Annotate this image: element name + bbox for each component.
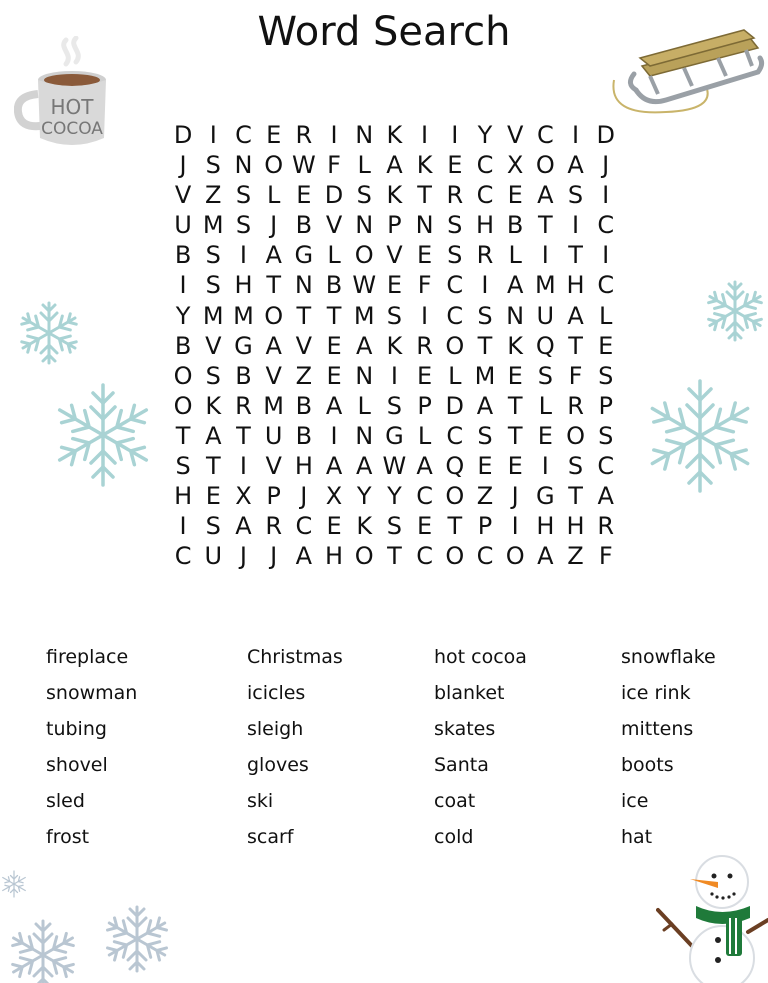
grid-letter: V <box>295 331 313 360</box>
grid-letter: I <box>571 211 580 240</box>
grid-letter: O <box>566 421 585 450</box>
grid-letter: H <box>174 482 193 511</box>
grid-letter: N <box>294 271 313 300</box>
grid-letter: V <box>325 211 343 240</box>
grid-letter: J <box>270 542 278 571</box>
grid-letter: H <box>536 512 555 541</box>
grid-letter: M <box>202 301 224 330</box>
grid-letter: Y <box>356 482 372 511</box>
grid-letter: A <box>325 452 343 481</box>
grid-letter: M <box>233 301 254 330</box>
word-list-item: hot cocoa <box>434 646 527 668</box>
grid-letter: G <box>536 482 555 511</box>
grid-letter: Z <box>567 542 584 571</box>
grid-letter: K <box>507 331 524 360</box>
grid-letter: Q <box>445 452 465 481</box>
grid-letter: S <box>235 181 252 210</box>
grid-letter: A <box>537 181 554 210</box>
grid-letter: C <box>416 542 433 571</box>
snowflake-icon <box>0 856 28 912</box>
grid-letter: M <box>474 361 496 390</box>
grid-letter: B <box>325 271 343 300</box>
page-title: Word Search <box>257 9 511 55</box>
grid-letter: Z <box>205 181 222 210</box>
grid-letter: J <box>270 211 278 240</box>
word-list-item: scarf <box>247 826 294 848</box>
word-list-item: Christmas <box>247 646 343 668</box>
grid-letter: B <box>506 211 524 240</box>
grid-letter: C <box>416 482 433 511</box>
grid-letter: J <box>239 542 247 571</box>
grid-letter: A <box>537 542 554 571</box>
word-list-item: sleigh <box>247 718 304 740</box>
grid-letter: L <box>417 421 432 450</box>
mug-label-cocoa: COCOA <box>41 119 103 139</box>
grid-letter: O <box>264 151 284 180</box>
grid-letter: M <box>202 211 224 240</box>
grid-letter: E <box>326 331 342 360</box>
grid-letter: K <box>416 151 433 180</box>
mug-label-hot: HOT <box>50 95 94 119</box>
grid-letter: S <box>386 301 403 330</box>
grid-letter: I <box>602 181 610 210</box>
grid-letter: Z <box>295 361 313 390</box>
grid-letter: F <box>327 151 341 180</box>
grid-letter: S <box>205 151 221 180</box>
grid-letter: N <box>506 301 525 330</box>
grid-letter: E <box>296 181 312 210</box>
grid-letter: A <box>567 151 584 180</box>
grid-letter: F <box>598 542 613 571</box>
grid-letter: U <box>174 211 192 240</box>
grid-letter: F <box>417 271 432 300</box>
grid-letter: H <box>475 211 494 240</box>
grid-letter: C <box>597 452 615 481</box>
grid-letter: C <box>295 512 313 541</box>
grid-letter: L <box>538 391 553 420</box>
grid-letter: A <box>476 391 494 420</box>
snowflake-icon <box>702 278 768 344</box>
word-list-item: cold <box>434 826 474 848</box>
grid-letter: F <box>568 361 583 390</box>
grid-letter: O <box>535 151 555 180</box>
grid-letter: A <box>265 241 282 270</box>
word-list-item: skates <box>434 718 496 740</box>
word-list-item: sled <box>46 790 85 812</box>
grid-letter: S <box>386 391 403 420</box>
grid-letter: T <box>538 211 553 240</box>
grid-letter: O <box>354 241 374 270</box>
grid-letter: I <box>541 241 549 270</box>
grid-letter: O <box>354 542 374 571</box>
grid-letter: C <box>174 542 192 571</box>
word-list-item: snowflake <box>621 646 716 668</box>
word-list-item: ski <box>247 790 274 812</box>
grid-letter: I <box>330 121 338 149</box>
grid-letter: C <box>536 121 554 149</box>
grid-letter: O <box>173 391 193 420</box>
word-list-item: snowman <box>46 682 138 704</box>
grid-letter: I <box>451 121 459 149</box>
grid-letter: J <box>300 482 308 511</box>
grid-letter: S <box>567 452 584 481</box>
grid-letter: B <box>295 421 313 450</box>
grid-letter: B <box>295 211 313 240</box>
grid-letter: L <box>327 241 341 270</box>
grid-letter: S <box>447 211 463 240</box>
grid-letter: I <box>390 361 398 390</box>
grid-letter: S <box>447 241 463 270</box>
grid-letter: C <box>597 271 615 300</box>
grid-letter: I <box>330 421 338 450</box>
grid-letter: A <box>325 391 343 420</box>
word-list-item: gloves <box>247 754 309 776</box>
grid-letter: S <box>477 301 493 330</box>
grid-letter: V <box>205 331 222 360</box>
grid-letter: L <box>448 361 462 390</box>
grid-letter: B <box>174 331 192 360</box>
grid-letter: U <box>536 301 555 330</box>
grid-letter: O <box>445 542 465 571</box>
grid-letter: Z <box>476 482 494 511</box>
grid-letter: I <box>421 301 429 330</box>
grid-letter: O <box>445 331 465 360</box>
grid-letter: E <box>507 361 523 390</box>
grid-letter: E <box>417 361 433 390</box>
grid-letter: G <box>234 331 253 360</box>
grid-letter: O <box>173 361 193 390</box>
grid-letter: I <box>179 512 187 541</box>
grid-letter: S <box>356 181 372 210</box>
grid-letter: X <box>506 151 524 180</box>
grid-letter: G <box>294 241 314 270</box>
grid-letter: T <box>205 452 221 481</box>
grid-letter: T <box>266 271 281 300</box>
grid-letter: Y <box>175 301 191 330</box>
grid-letter: E <box>417 512 433 541</box>
grid-letter: C <box>446 421 464 450</box>
grid-letter: W <box>382 452 407 481</box>
grid-letter: R <box>567 391 584 420</box>
grid-letter: A <box>356 452 373 481</box>
grid-letter: I <box>179 271 187 300</box>
grid-letter: T <box>175 421 191 450</box>
grid-letter: Y <box>477 121 493 149</box>
grid-letter: V <box>386 241 403 270</box>
grid-letter: T <box>296 301 312 330</box>
grid-letter: K <box>386 181 403 210</box>
grid-letter: E <box>386 271 402 300</box>
grid-letter: K <box>386 331 403 360</box>
word-list-item: boots <box>621 754 674 776</box>
grid-letter: A <box>597 482 614 511</box>
grid-letter: A <box>506 271 524 300</box>
grid-letter: N <box>355 121 374 149</box>
grid-letter: I <box>209 121 217 149</box>
grid-letter: G <box>385 421 404 450</box>
grid-letter: L <box>599 301 613 330</box>
grid-letter: E <box>507 181 523 210</box>
grid-letter: P <box>477 512 493 541</box>
grid-letter: N <box>355 211 374 240</box>
grid-letter: R <box>295 121 313 149</box>
grid-letter: S <box>205 271 221 300</box>
grid-letter: X <box>325 482 343 511</box>
grid-letter: D <box>324 181 344 210</box>
grid-letter: B <box>174 241 192 270</box>
grid-letter: Q <box>535 331 555 360</box>
grid-letter: U <box>264 421 283 450</box>
grid-letter: C <box>476 151 494 180</box>
grid-letter: M <box>534 271 556 300</box>
word-list-item: frost <box>46 826 90 848</box>
grid-letter: I <box>239 241 247 270</box>
grid-letter: H <box>566 271 585 300</box>
grid-letter: V <box>174 181 192 210</box>
grid-letter: A <box>295 542 313 571</box>
grid-letter: S <box>477 421 493 450</box>
grid-letter: J <box>602 151 610 180</box>
grid-letter: C <box>597 211 615 240</box>
grid-letter: I <box>511 512 519 541</box>
grid-letter: E <box>417 241 433 270</box>
grid-letter: M <box>353 301 375 330</box>
word-list-item: Santa <box>434 754 489 776</box>
word-list-item: fireplace <box>46 646 129 668</box>
grid-letter: V <box>506 121 524 149</box>
grid-letter: K <box>205 391 222 420</box>
grid-letter: S <box>537 361 553 390</box>
grid-letter: S <box>205 241 221 270</box>
grid-letter: H <box>325 542 344 571</box>
grid-letter: P <box>266 482 281 511</box>
grid-letter: K <box>356 512 373 541</box>
grid-letter: O <box>505 542 525 571</box>
grid-letter: T <box>507 421 523 450</box>
grid-letter: H <box>566 512 585 541</box>
grid-letter: E <box>477 452 493 481</box>
grid-letter: N <box>234 151 253 180</box>
grid-letter: L <box>266 181 281 210</box>
grid-letter: S <box>567 181 584 210</box>
word-list-item: shovel <box>46 754 108 776</box>
grid-letter: X <box>235 482 252 511</box>
word-list <box>46 642 761 858</box>
grid-letter: B <box>235 361 252 390</box>
grid-letter: C <box>235 121 252 149</box>
grid-letter: C <box>446 301 464 330</box>
grid-letter: T <box>507 391 523 420</box>
grid-letter: I <box>602 241 610 270</box>
word-list-item: coat <box>434 790 476 812</box>
grid-letter: A <box>356 331 373 360</box>
grid-letter: A <box>416 452 433 481</box>
grid-letter: A <box>386 151 403 180</box>
grid-letter: I <box>239 452 247 481</box>
grid-letter: I <box>571 121 580 149</box>
grid-letter: A <box>265 331 282 360</box>
snowflake-icon <box>640 376 760 496</box>
grid-letter: E <box>447 151 463 180</box>
grid-letter: L <box>508 241 522 270</box>
snowflake-icon <box>6 918 80 983</box>
grid-letter: T <box>326 301 342 330</box>
grid-letter: I <box>481 271 489 300</box>
grid-letter: Y <box>387 482 402 511</box>
grid-letter: W <box>291 151 316 180</box>
word-list-item: tubing <box>46 718 107 740</box>
sled-icon <box>606 14 766 126</box>
grid-letter: C <box>446 271 464 300</box>
grid-letter: V <box>265 361 282 390</box>
grid-letter: E <box>507 452 523 481</box>
grid-letter: I <box>421 121 429 149</box>
grid-letter: R <box>597 512 615 541</box>
snowflake-icon <box>48 380 158 490</box>
grid-letter: E <box>537 421 553 450</box>
grid-letter: I <box>541 452 549 481</box>
grid-letter: L <box>357 151 371 180</box>
word-search-grid <box>168 120 621 571</box>
grid-letter: O <box>264 301 284 330</box>
snowflake-icon <box>102 904 172 974</box>
grid-letter: T <box>568 241 583 270</box>
hot-cocoa-mug-icon <box>14 36 114 152</box>
grid-letter: K <box>386 121 403 149</box>
grid-letter: T <box>568 331 583 360</box>
grid-letter: T <box>447 512 463 541</box>
grid-letter: R <box>416 331 433 360</box>
grid-letter: S <box>205 512 221 541</box>
word-list-item: blanket <box>434 682 505 704</box>
word-list-item: ice rink <box>621 682 691 704</box>
grid-letter: T <box>477 331 493 360</box>
grid-letter: E <box>266 121 282 149</box>
grid-letter: S <box>598 361 614 390</box>
grid-letter: S <box>386 512 403 541</box>
grid-letter: E <box>326 361 342 390</box>
grid-letter: A <box>567 301 584 330</box>
grid-letter: A <box>235 512 252 541</box>
grid-letter: N <box>415 211 434 240</box>
grid-letter: R <box>265 512 282 541</box>
word-list-item: mittens <box>621 718 694 740</box>
grid-letter: E <box>326 512 342 541</box>
grid-letter: S <box>235 211 252 240</box>
grid-letter: E <box>205 482 221 511</box>
grid-letter: N <box>355 361 374 390</box>
grid-letter: H <box>234 271 253 300</box>
grid-letter: T <box>417 181 432 210</box>
grid-letter: A <box>205 421 222 450</box>
grid-letter: D <box>173 121 193 149</box>
word-list-item: hat <box>621 826 653 848</box>
grid-letter: P <box>598 391 613 420</box>
grid-letter: C <box>476 181 494 210</box>
grid-letter: D <box>445 391 465 420</box>
grid-letter: L <box>357 391 371 420</box>
grid-letter: N <box>355 421 374 450</box>
word-list-item: ice <box>621 790 649 812</box>
word-list-item: icicles <box>247 682 306 704</box>
grid-letter: M <box>263 391 285 420</box>
grid-letter: R <box>476 241 494 270</box>
grid-letter: W <box>352 271 377 300</box>
grid-letter: T <box>387 542 402 571</box>
grid-letter: V <box>265 452 282 481</box>
grid-letter: R <box>446 181 464 210</box>
grid-letter: O <box>445 482 465 511</box>
grid-letter: U <box>204 542 223 571</box>
snowman-icon <box>656 846 768 983</box>
grid-letter: C <box>476 542 494 571</box>
grid-letter: R <box>235 391 252 420</box>
grid-letter: P <box>417 391 432 420</box>
grid-letter: B <box>295 391 313 420</box>
grid-letter: S <box>205 361 221 390</box>
grid-letter: J <box>179 151 187 180</box>
grid-letter: S <box>598 421 614 450</box>
grid-letter: S <box>175 452 191 481</box>
grid-letter: H <box>294 452 313 481</box>
grid-letter: P <box>387 211 402 240</box>
grid-letter: D <box>596 121 615 149</box>
grid-letter: J <box>511 482 519 511</box>
grid-letter: T <box>236 421 251 450</box>
grid-letter: E <box>598 331 614 360</box>
snowflake-icon <box>14 298 84 368</box>
grid-letter: T <box>568 482 583 511</box>
